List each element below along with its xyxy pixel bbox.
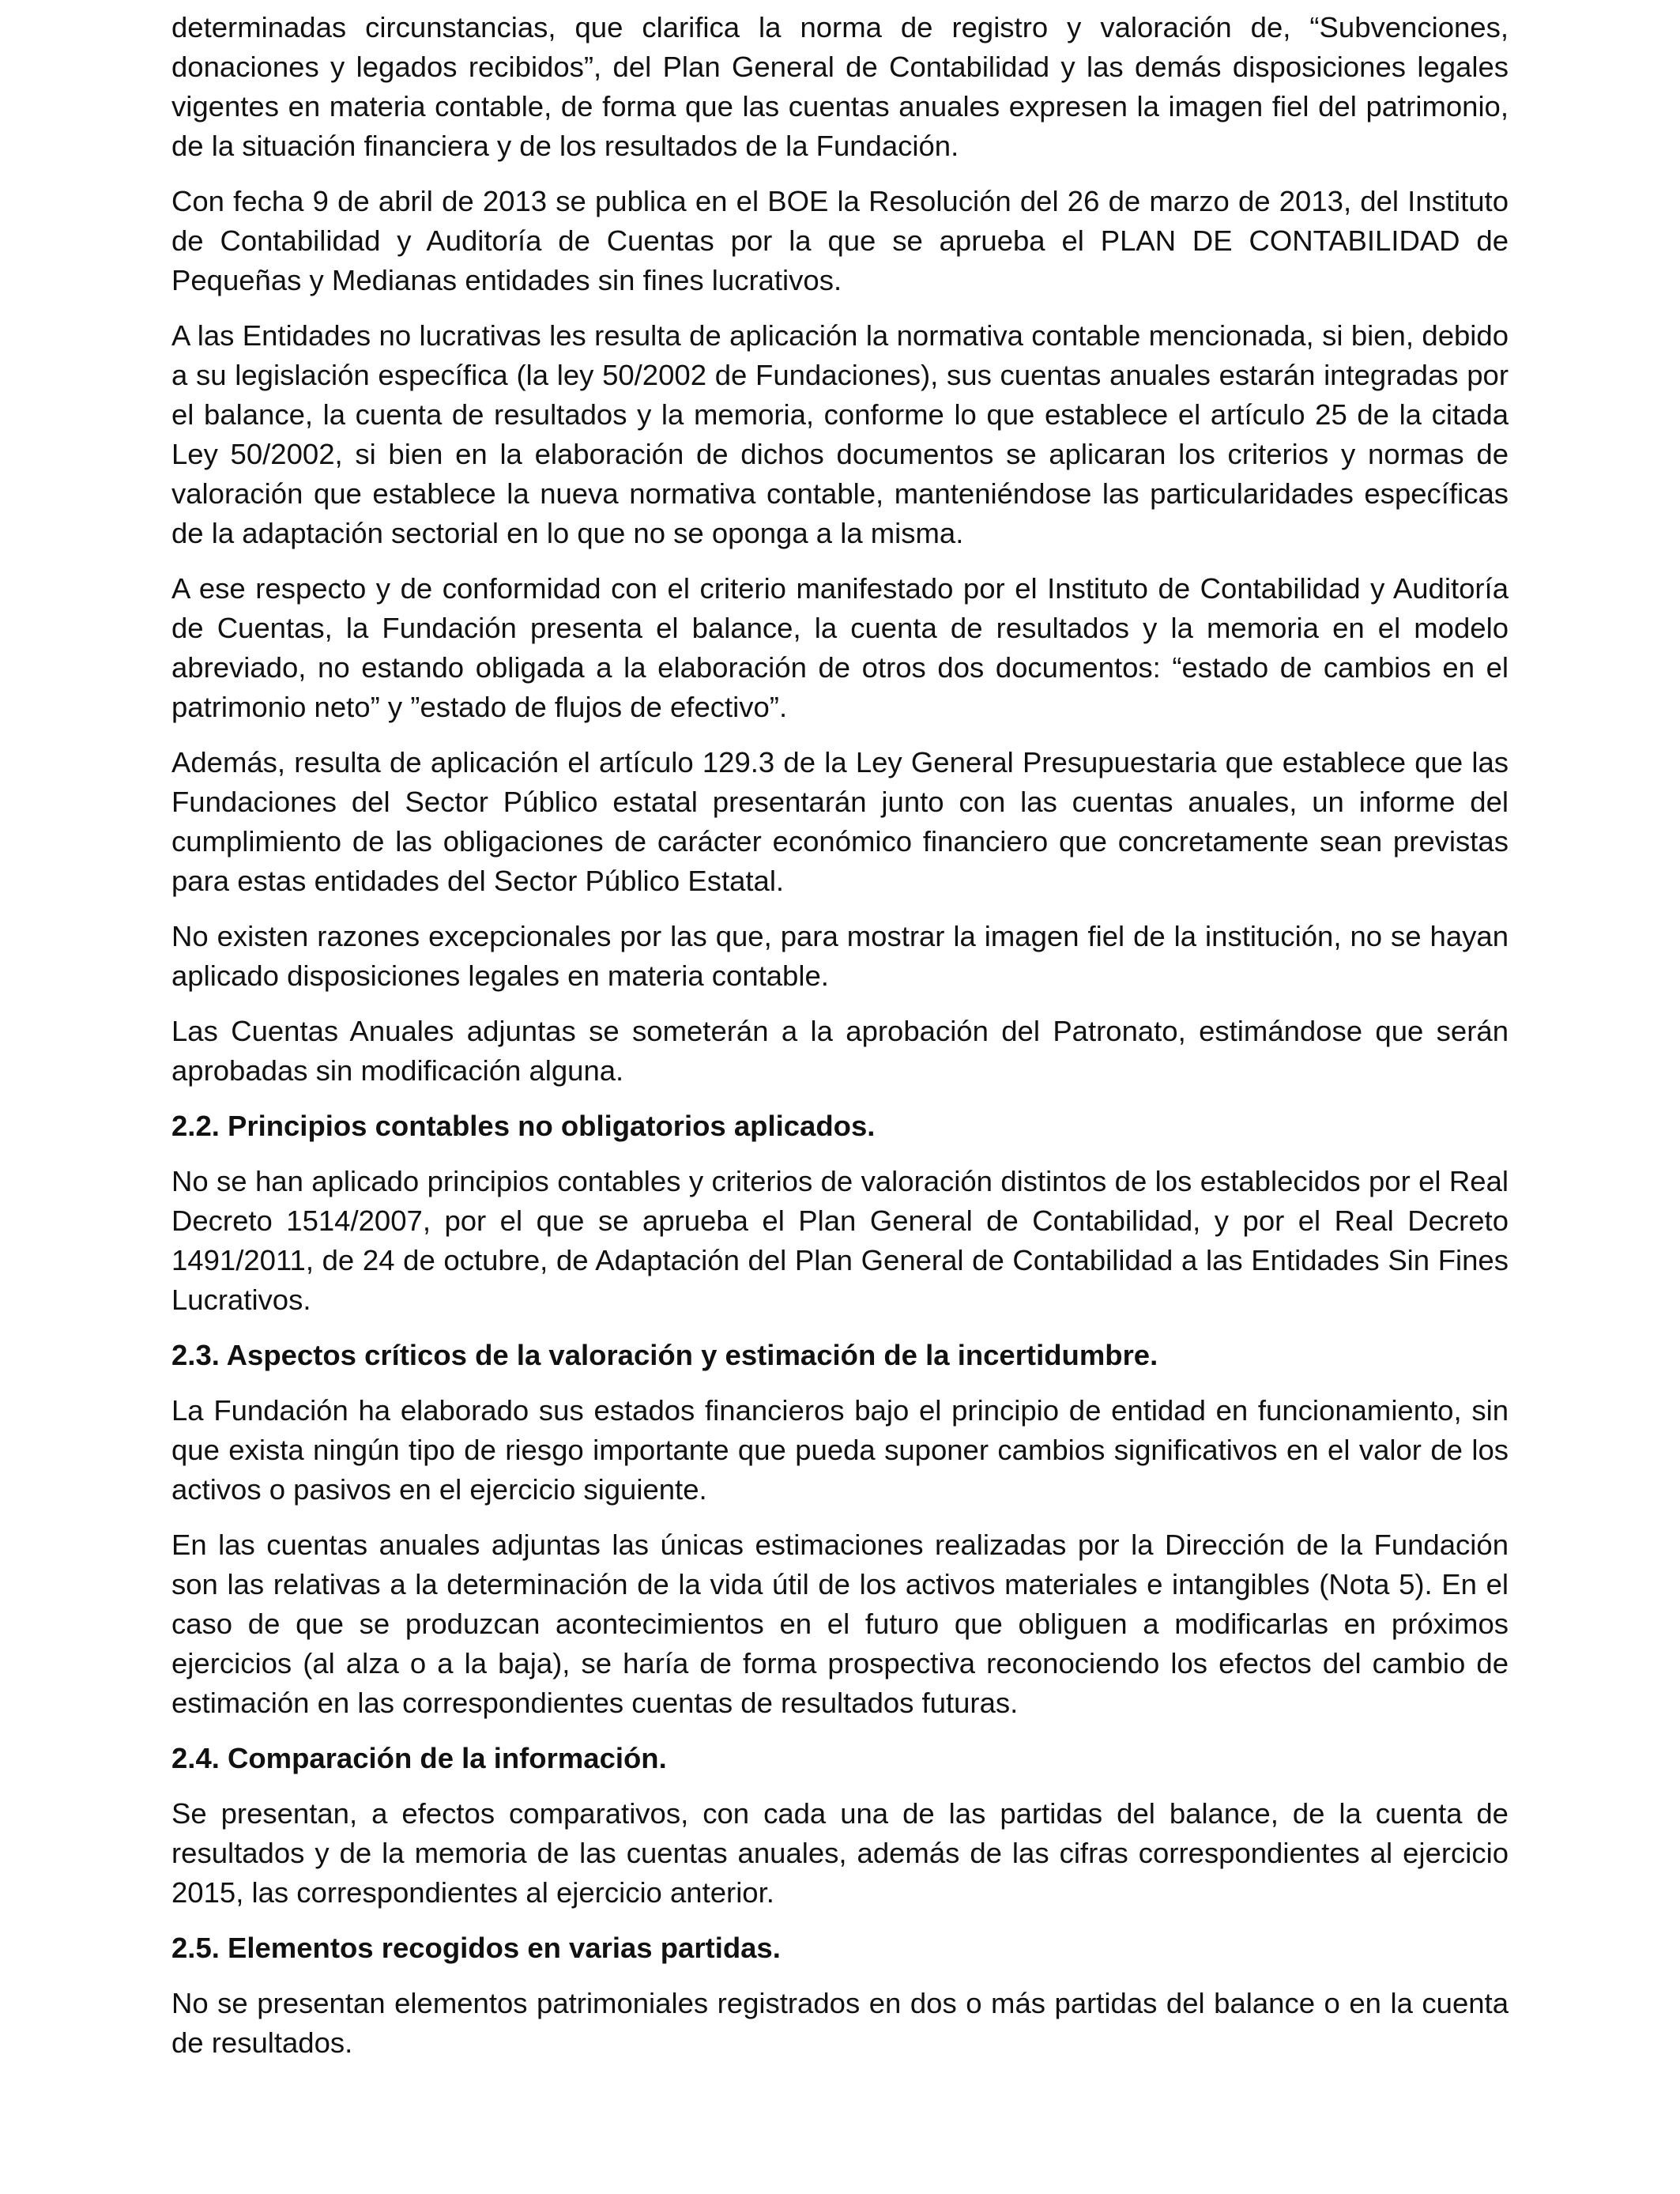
paragraph-normativa-contable: determinadas circunstancias, que clarifica la norma de registro y valoración de, “Subvenciones, donaciones y legados recibidos”, del Plan General de Contabilidad y las demás disposiciones legales vigentes en materia contable, de forma que las cuentas anuales expresen la imagen fiel del patrimonio, de la situación financiera y de los resultados de la Fundación. <box>171 11 1509 162</box>
paragraph-principios-no-obligatorios: No se han aplicado principios contables y criterios de valoración distintos de los establecidos por el Real Decreto 1514/2007, por el que se aprueba el Plan General de Contabilidad, y por el Real Decreto 1491/2011, de 24 de octubre, de Adaptación del Plan General de Contabilidad a las Entidades Sin Fines Lucrativos. <box>171 1165 1509 1316</box>
paragraph-ley-presupuestaria: Además, resulta de aplicación el artículo 129.3 de la Ley General Presupuestaria que establece que las Fundaciones del Sector Público estatal presentarán junto con las cuentas anuales, un informe del cumplimiento de las obligaciones de carácter económico financiero que concretamente sean previstas para estas entidades del Sector Público Estatal. <box>171 746 1509 897</box>
paragraph-razones-excepcionales: No existen razones excepcionales por las que, para mostrar la imagen fiel de la institución, no se hayan aplicado disposiciones legales en materia contable. <box>171 920 1509 992</box>
paragraph-resolucion-boe: Con fecha 9 de abril de 2013 se publica en el BOE la Resolución del 26 de marzo de 2013, del Instituto de Contabilidad y Auditoría de Cuentas por la que se aprueba el PLAN DE CONTABILIDAD de Pequeñas y Medianas entidades sin fines lucrativos. <box>171 185 1509 296</box>
paragraph-estimaciones: En las cuentas anuales adjuntas las únicas estimaciones realizadas por la Dirección de la Fundación son las relativas a la determinación de la vida útil de los activos materiales e intangibles (Nota 5). En el caso de que se produzcan acontecimientos en el futuro que obliguen a modificarlas en próximos ejercicios (al alza o a la baja), se haría de forma prospectiva reconociendo los efectos del cambio de estimación en las correspondientes cuentas de resultados futuras. <box>171 1529 1509 1719</box>
section-heading-2-5: 2.5. Elementos recogidos en varias partidas. <box>171 1932 781 1964</box>
paragraph-elementos-varias-partidas: No se presentan elementos patrimoniales registrados en dos o más partidas del balance o en la cuenta de resultados. <box>171 1987 1509 2059</box>
section-heading-2-3: 2.3. Aspectos críticos de la valoración y estimación de la incertidumbre. <box>171 1339 1158 1371</box>
section-heading-2-4: 2.4. Comparación de la información. <box>171 1742 667 1774</box>
section-heading-2-2: 2.2. Principios contables no obligatorios aplicados. <box>171 1110 876 1142</box>
paragraph-modelo-abreviado: A ese respecto y de conformidad con el criterio manifestado por el Instituto de Contabilidad y Auditoría de Cuentas, la Fundación presenta el balance, la cuenta de resultados y la memoria en el modelo abreviado, no estando obligada a la elaboración de otros dos documentos: “estado de cambios en el patrimonio neto” y ”estado de flujos de efectivo”. <box>171 572 1509 723</box>
paragraph-comparacion: Se presentan, a efectos comparativos, con cada una de las partidas del balance, de la cuenta de resultados y de la memoria de las cuentas anuales, además de las cifras correspondientes al ejercicio 2015, las correspondientes al ejercicio anterior. <box>171 1797 1509 1909</box>
paragraph-entidades-no-lucrativas: A las Entidades no lucrativas les resulta de aplicación la normativa contable mencionada, si bien, debido a su legislación específica (la ley 50/2002 de Fundaciones), sus cuentas anuales estarán integradas por el balance, la cuenta de resultados y la memoria, conforme lo que establece el artículo 25 de la citada Ley 50/2002, si bien en la elaboración de dichos documentos se aplicaran los criterios y normas de valoración que establece la nueva normativa contable, manteniéndose las particularidades específicas de la adaptación sectorial en lo que no se oponga a la misma. <box>171 319 1509 549</box>
document-page <box>171 8 1509 2079</box>
paragraph-entidad-en-funcionamiento: La Fundación ha elaborado sus estados financieros bajo el principio de entidad en funcionamiento, sin que exista ningún tipo de riesgo importante que pueda suponer cambios significativos en el valor de los activos o pasivos en el ejercicio siguiente. <box>171 1394 1509 1506</box>
paragraph-aprobacion-patronato: Las Cuentas Anuales adjuntas se someterán a la aprobación del Patronato, estimándose que serán aprobadas sin modificación alguna. <box>171 1015 1509 1087</box>
